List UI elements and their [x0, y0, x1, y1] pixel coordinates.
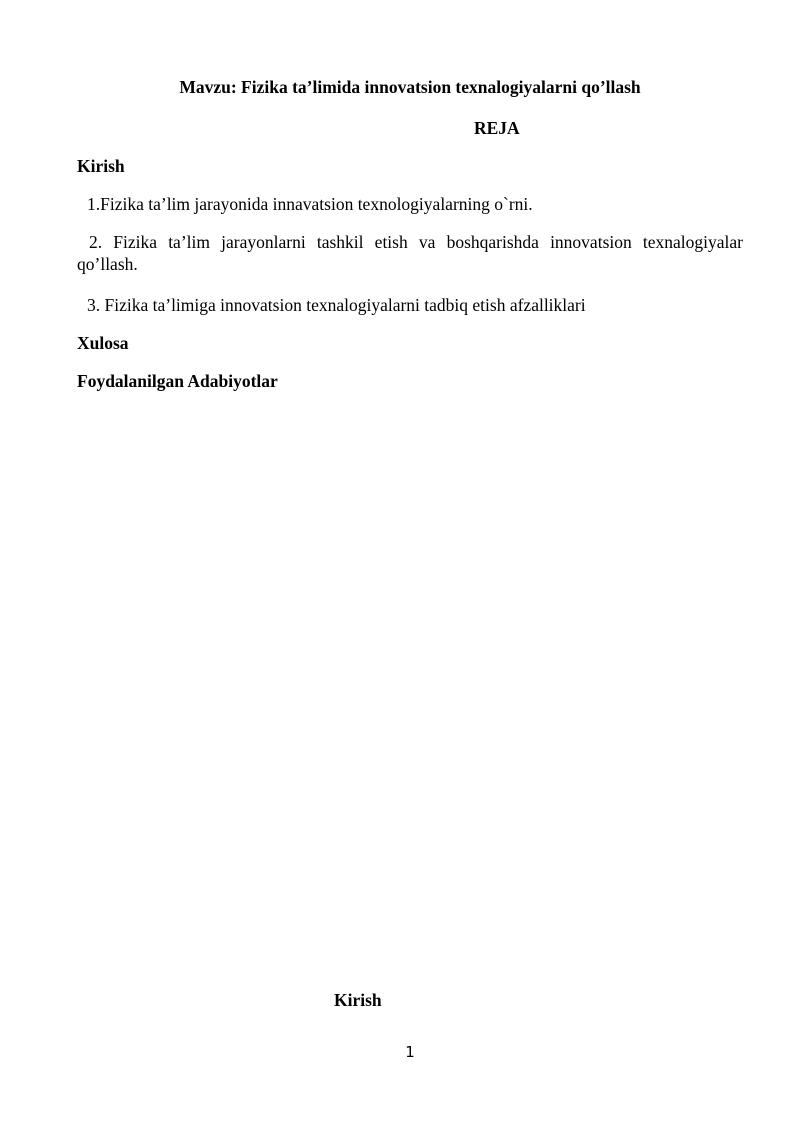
- plan-references: Foydalanilgan Adabiyotlar: [77, 371, 278, 391]
- plan-item-3: 3. Fizika ta’limiga innovatsion texnalogiyalarni tadbiq etish afzalliklari: [87, 295, 586, 315]
- section-heading-kirish: Kirish: [334, 990, 382, 1010]
- plan-intro: Kirish: [77, 156, 125, 176]
- document-title: Mavzu: Fizika ta’limida innovatsion texnalogiyalarni qo’llash: [179, 77, 641, 97]
- plan-heading: REJA: [474, 118, 520, 138]
- plan-conclusion: Xulosa: [77, 333, 129, 353]
- page-number: 1: [405, 1043, 415, 1061]
- plan-item-2: 2. Fizika ta’lim jarayonlarni tashkil etish va boshqarishda innovatsion texnalogiyalar qo’llash.: [77, 232, 743, 274]
- plan-item-1: 1.Fizika ta’lim jarayonida innavatsion texnologiyalarning o`rni.: [87, 194, 533, 214]
